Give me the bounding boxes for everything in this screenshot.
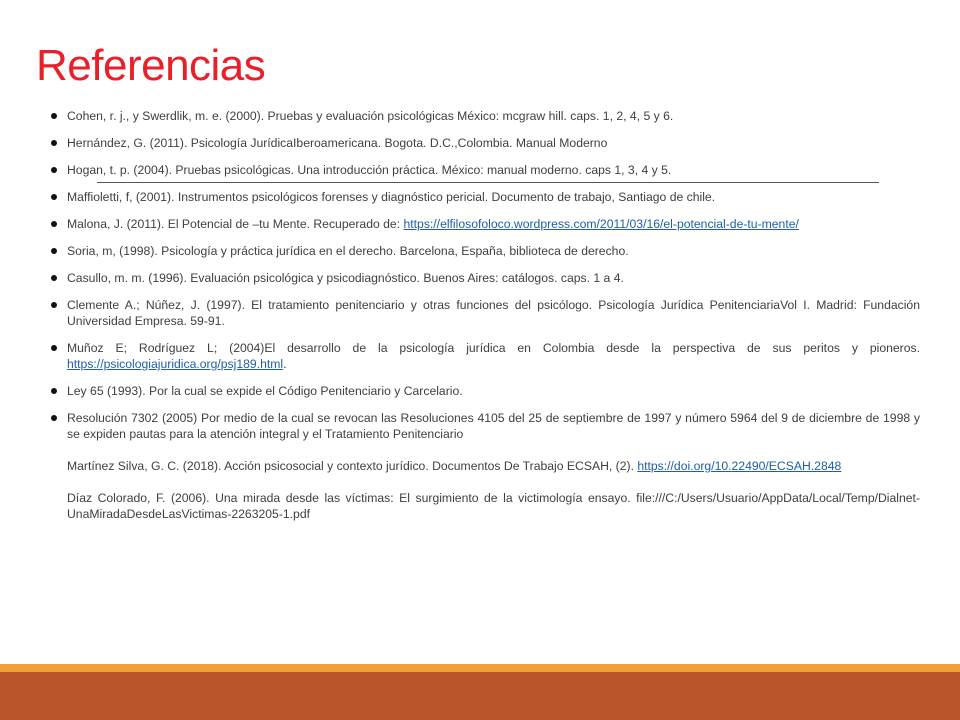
bullet-icon (51, 302, 57, 308)
reference-text: Díaz Colorado, F. (2006). Una mirada desde las víctimas: El surgimiento de la victimología ensayo. file:///C:/Users/Usuario/AppData/Local/Temp/Dialnet-UnaMiradaDesdeLasVictimas-2263205-1.pdf (67, 491, 920, 521)
reference-item (48, 340, 920, 372)
reference-text: Clemente A.; Núñez, J. (1997). El tratamiento penitenciario y otras funciones del psicólogo. Psicología Jurídica PenitenciariaVol I. Madrid: Fundación Universidad Empresa. 59-91. (67, 298, 920, 328)
reference-item (48, 383, 920, 399)
reference-item (48, 135, 920, 151)
reference-text (67, 340, 920, 372)
footer-bar (0, 672, 960, 720)
bullet-icon (51, 194, 57, 200)
reference-text: Hernández, G. (2011). Psicología JurídicaIberoamericana. Bogota. D.C.,Colombia. Manual Moderno (67, 136, 608, 150)
reference-text (67, 216, 920, 232)
reference-text: Resolución 7302 (2005) Por medio de la cual se revocan las Resoluciones 4105 del 25 de septiembre de 1997 y número 5964 del 9 de diciembre de 1998 y se expiden pautas para la atención integral y el Tratamiento Penitenciario (67, 411, 920, 441)
reference-text-span: Muñoz E; Rodríguez L; (2004)El desarrollo de la psicología jurídica en Colombia desde la perspectiva de sus peritos y pioneros. (67, 341, 920, 355)
bullet-icon (51, 248, 57, 254)
reference-text: Casullo, m. m. (1996). Evaluación psicológica y psicodiagnóstico. Buenos Aires: catálogos. caps. 1 a 4. (67, 271, 624, 285)
bullet-icon (51, 140, 57, 146)
reference-text: Hogan, t. p. (2004). Pruebas psicológicas. Una introducción práctica. México: manual moderno. caps 1, 3, 4 y 5. (67, 163, 672, 177)
bullet-icon (51, 167, 57, 173)
reference-item (48, 270, 920, 286)
bullet-icon (51, 221, 57, 227)
reference-item (48, 108, 920, 124)
reference-item (48, 410, 920, 522)
divider-line (97, 182, 879, 183)
reference-list (48, 108, 920, 533)
reference-text (67, 458, 920, 474)
reference-item (48, 216, 920, 232)
reference-link[interactable]: https://elfilosofoloco.wordpress.com/2011/03/16/el-potencial-de-tu-mente/ (403, 217, 799, 231)
reference-text: Ley 65 (1993). Por la cual se expide el Código Penitenciario y Carcelario. (67, 384, 463, 398)
reference-item (48, 189, 920, 205)
bullet-icon (51, 345, 57, 351)
bullet-icon (51, 388, 57, 394)
reference-text-span: Malona, J. (2011). El Potencial de –tu Mente. Recuperado de: (67, 217, 404, 231)
reference-link[interactable]: https://doi.org/10.22490/ECSAH.2848 (637, 459, 842, 473)
reference-item (48, 243, 920, 259)
reference-text-span: Martínez Silva, G. C. (2018). Acción psicosocial y contexto jurídico. Documentos De Trabajo ECSAH, (2). (67, 459, 638, 473)
slide-title: Referencias (36, 41, 266, 90)
bullet-icon (51, 113, 57, 119)
reference-text: Cohen, r. j., y Swerdlik, m. e. (2000). Pruebas y evaluación psicológicas México: mcgraw hill. caps. 1, 2, 4, 5 y 6. (67, 109, 674, 123)
footer-accent-bar (0, 664, 960, 672)
reference-text: Maffioletti, f, (2001). Instrumentos psicológicos forenses y diagnóstico pericial. Documento de trabajo, Santiago de chile. (67, 190, 716, 204)
reference-text-after: . (283, 357, 287, 371)
reference-item (48, 162, 920, 178)
bullet-icon (51, 275, 57, 281)
bullet-icon (51, 415, 57, 421)
reference-text: Soria, m, (1998). Psicología y práctica jurídica en el derecho. Barcelona, España, biblioteca de derecho. (67, 244, 629, 258)
reference-link[interactable]: https://psicologiajuridica.org/psj189.html (67, 357, 284, 371)
reference-item (48, 297, 920, 329)
